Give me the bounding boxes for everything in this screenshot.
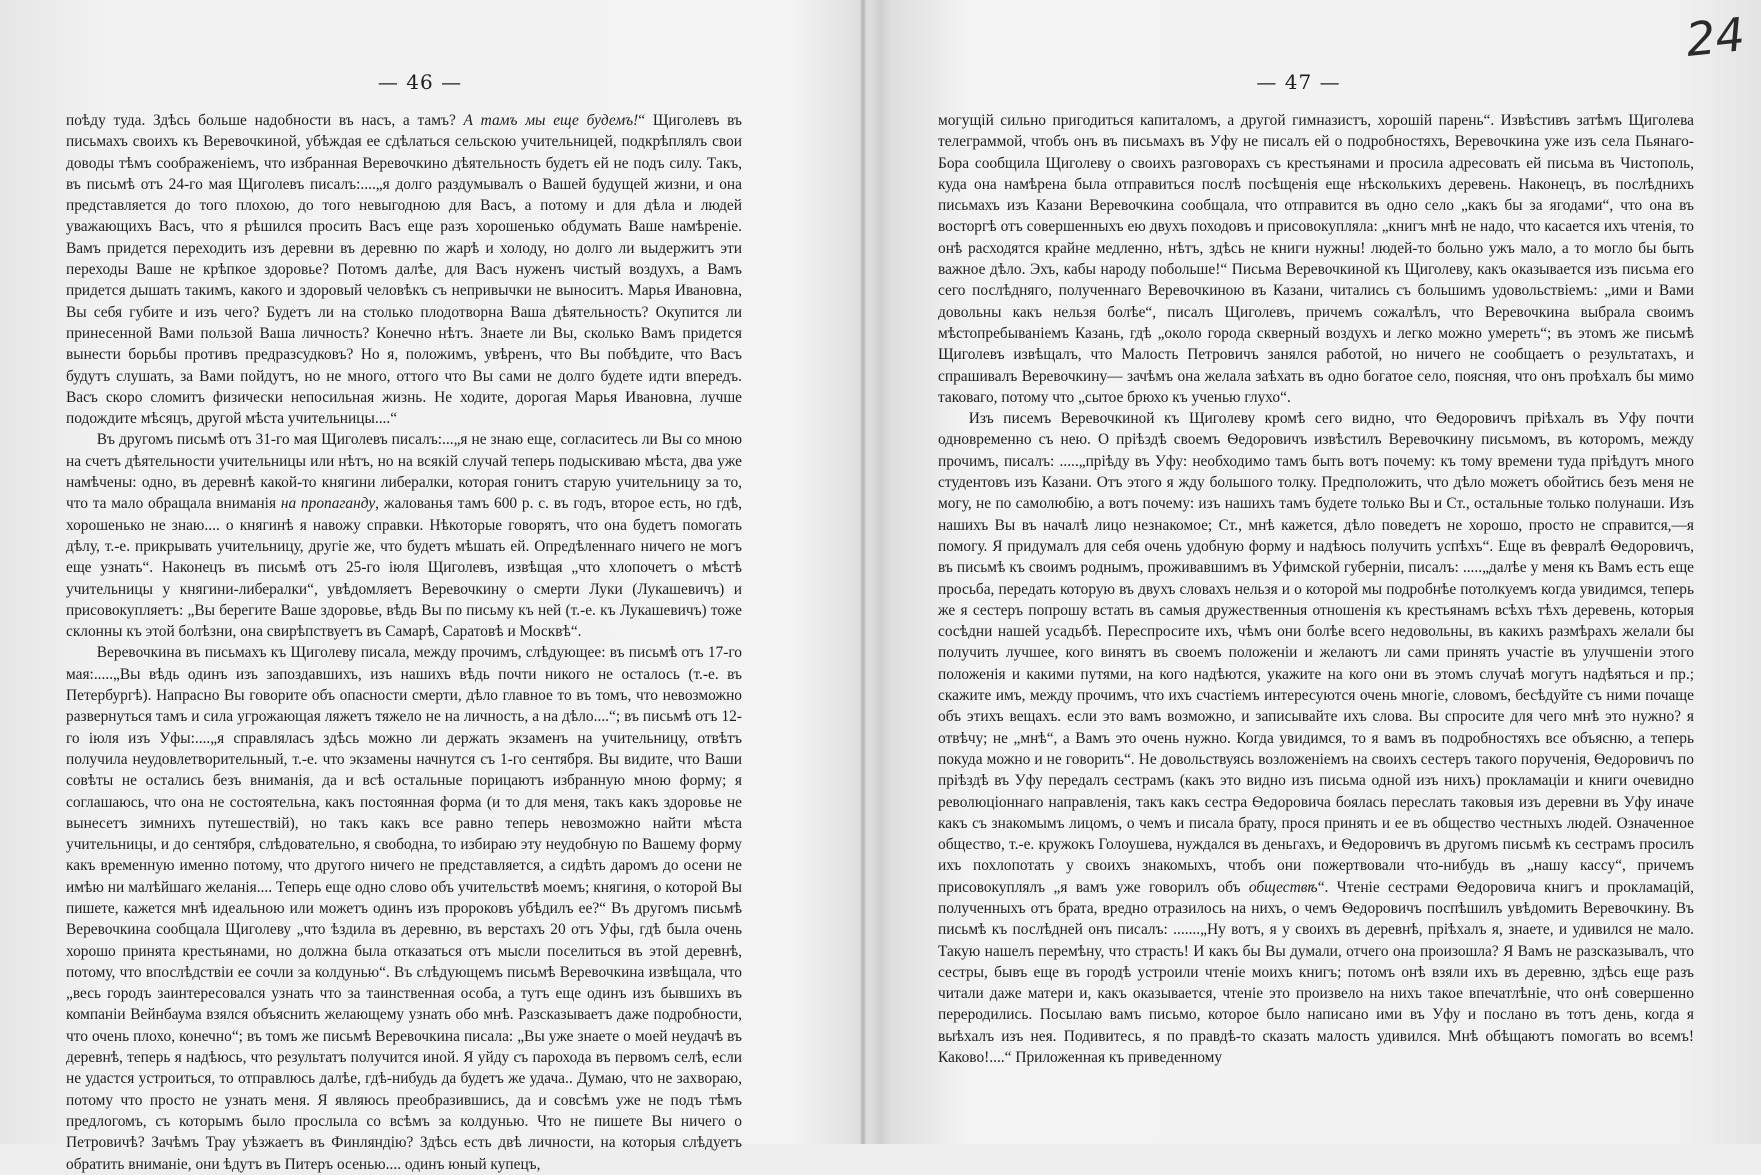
handwritten-archive-number: 24 [1683,7,1748,67]
italic-phrase: на пропаганду [280,495,376,513]
left-page-text [66,110,742,1175]
paragraph: Веревочкина въ письмахъ къ Щиголеву писала, между прочимъ, слѣдующее: въ письмѣ отъ 17-го мая:.....„Вы вѣдь одинъ изъ запоздавшихъ, изъ нашихъ вѣдь почти никого не осталось (т.-е. въ Петербургѣ). Напрасно Вы говорите объ опасности смерти, дѣло главное то въ томъ, что невозможно развернуться тамъ и сила угрожающая ляжетъ тяжело не на личность, а на дѣло....“; въ письмѣ отъ 12-го іюля изъ Уфы:....„я справляласъ здѣсь можно ли держать экзаменъ на учительницу, отвѣтъ получила неудовлетворительный, т.-е. что экзамены начнутся съ 1-го сентября. Вы видите, что Ваши совѣты не остались безъ вниманія, да и всѣ остальные порицаютъ избранную мною форму; я соглашаюсь, что она не состоятельна, какъ постоянная форма (и то для меня, такъ какъ здоровье не вынесетъ зимнихъ путешествій), но такъ какъ все равно теперь невозможно найти мѣста учительницы, и до сентября, слѣдовательно, я свободна, то избираю эту неудобную по Вашему форму какъ временную именно потому, что другого ничего не представляется, а сидѣть даромъ до осени не имѣю ни малѣйшаго желанія.... Теперь еще одно слово объ учительствѣ моемъ; княгиня, о которой Вы пишете, кажется мнѣ идеальною или можетъ одинъ изъ пророковъ убѣдилъ ее?“ Въ другомъ письмѣ Веревочкина сообщала Щиголеву „что ѣздила въ деревню, въ верстахъ 20 отъ Уфы, гдѣ была очень хорошо принята крестьянами, но должна была отказаться отъ мысли поселиться въ этой деревнѣ, потому, что впослѣдствіи ее сочли за колдунью“. Въ слѣдующемъ письмѣ Веревочкина извѣщала, что „весь городъ заинтересовался узнать что за таинственная особа, а тутъ еще одинъ изъ бывшихъ въ компаніи Вейнбаума взялся объяснить желающему узнать обо мнѣ. Разсказываетъ даже подробности, что очень плохо, конечно“; въ томъ же письмѣ Веревочкина писала: „Вы уже знаете о моей неудачѣ въ деревнѣ, теперь я надѣюсь, что результатъ получится иной. Я уйду съ парохода въ первомъ селѣ, если не удастся устроиться, то отправлюсь далѣе, гдѣ-нибудь да будетъ же удача.. Думаю, что не захвораю, потому что просто не узнать меня. Я являюсь преобразившись, да и совсѣмъ уже не подъ тѣмъ предлогомъ, съ которымъ было прослыла со всѣмъ за колдунью. Что не пишете Вы ничего о Петровичѣ? Зачѣмъ Трау уѣзжаетъ въ Финляндію? Здѣсь есть двѣ личности, на которыя слѣдуетъ обратить вниманіе, они ѣдутъ въ Питеръ осенью.... одинъ юный купецъ, [66,644,742,1173]
page-number: — 46 — [377,70,463,94]
page-number: — 47 — [1256,70,1341,94]
italic-phrase: А тамъ мы еще будемъ! [463,112,639,129]
right-page-text [938,110,1694,1068]
paragraph: поѣду туда. Здѣсь больше надобности въ насъ, а тамъ? А тамъ мы еще будемъ!“ Щиголевъ въ письмахъ своихъ къ Веревочкиной, убѣждая ее сдѣлаться сельскою учительницей, подкрѣплялъ свои доводы тѣмъ соображеніемъ, что избранная Веревочкино дѣятельность будетъ ей не подъ силу. Такъ, въ письмѣ отъ 24-го мая Щиголевъ писалъ:....„я долго раздумывалъ о Вашей будущей жизни, и она представляется до того плохою, до того невыгодною для Васъ, а потому и для дѣла и людей уважающихъ Васъ, что я рѣшился просить Васъ еще разъ хорошенько обдумать Ваше намѣреніе. Вамъ придется переходить изъ деревни въ деревню по жарѣ и холоду, но долго ли выдержитъ эти переходы Ваше не крѣпкое здоровье? Потомъ далѣе, для Васъ нуженъ чистый воздухъ, а Вамъ придется дышать такимъ, какого и здоровый человѣкъ съ непривычки не выноситъ. Марья Ивановна, Вы себя губите и изъ чего? Будетъ ли на столько плодотворна Ваша дѣятельность? Окупится ли принесенной Вами пользой Ваша личность? Конечно нѣтъ. Знаете ли Вы, сколько Вамъ придется вынести борьбы противъ предразсудковъ? Но я, положимъ, увѣренъ, что Вы побѣдите, что Васъ будутъ слушать, за Вами пойдутъ, но не много, оттого что Вы сами не долго будете идти впередъ. Васъ скоро сломитъ физически непосильная жизнь. Не ходите, дорогая Марья Ивановна, лучше подождите мѣсяцъ, другой мѣста учительницы....“ [66,112,742,428]
right-page [866,0,1761,1144]
paragraph: Изъ писемъ Веревочкиной къ Щиголеву кромѣ сего видно, что Ѳедоровичъ пріѣхалъ въ Уфу почти одновременно съ нею. О пріѣздѣ своемъ Ѳедоровичъ извѣстилъ Веревочкину письмомъ, въ которомъ, между прочимъ, писалъ: .....„пріѣду въ Уфу: необходимо тамъ быть вотъ почему: къ тому времени туда пріѣдутъ много студентовъ изъ Казани. Отъ этого я жду большого толку. Предположить, что дѣло можетъ обойтись безъ меня не могу, не по самолюбію, а вотъ почему: изъ нашихъ тамъ будете только Вы и Ст., остальные только полунаши. Изъ нашихъ Вы въ началѣ лицо незнакомое; Ст., мнѣ кажется, дѣло поведетъ не хорошо, просто не справится,—я помогу. Я придумалъ для себя очень удобную форму и надѣюсь получить успѣхъ“. Еще въ февралѣ Ѳедоровичъ, въ письмѣ къ своимъ роднымъ, проживавшимъ въ Уфимской губерніи, писалъ: .....„далѣе у меня къ Вамъ есть еще просьба, передать которую въ двухъ словахъ нельзя и о которой мы подробнѣе потолкуемъ когда увидимся, теперь же я сестеръ попрошу встать въ самыя дружественныя отношенія къ крестьянамъ всѣхъ тѣхъ деревень, которыя сосѣдни нашей усадьбѣ. Переспросите ихъ, чѣмъ они болѣе всего недовольны, въ какихъ размѣрахъ желали бы получить лучшее, кого винятъ въ своемъ положеніи и желаютъ ли сами принять участіе въ улучшеніи этого положенія и какими путями, на кого надѣются, укажите на кого они въ этомъ случаѣ могутъ надѣяться и пр.; скажите имъ, между прочимъ, что ихъ счастіемъ интересуются очень многіе, словомъ, бесѣдуйте съ ними почаще объ этихъ вещахъ. если это вамъ возможно, и записывайте ихъ слова. Вы спросите для чего мнѣ это нужно? я отвѣчу; не „мнѣ“, а Вамъ это очень нужно. Когда увидимся, то я вамъ въ подробностяхъ все объясню, а теперь покуда можно и не говорить“. Не довольствуясь возложеніемъ на своихъ сестеръ такого порученія, Ѳедоровичъ по пріѣздѣ въ Уфу передалъ сестрамъ (какъ это видно изъ письма одной изъ нихъ) прокламаціи и книги очевидно революціоннаго направленія, такъ какъ сестра Ѳедоровича боялась переслать таковыя изъ деревни въ Уфу иначе какъ съ знакомымъ лицомъ, о чемъ и писала брату, прося принять и ее въ общество честныхъ людей. Означенное общество, т.-е. кружокъ Голоушева, нуждался въ деньгахъ, и Ѳедоровичъ въ другомъ письмѣ къ сестрамъ просилъ ихъ похлопотать у своихъ знакомыхъ, чтобъ они пожертвовали что-нибудь въ „нашу кассу“, причемъ присовокуплялъ „я вамъ уже говорилъ объ обществѣ“. Чтеніе сестрами Ѳедоровича книгъ и прокламацій, полученныхъ отъ брата, вредно отразилось на нихъ, о чемъ Ѳедоровичъ поспѣшилъ увѣдомить Веревочкину. Въ письмѣ къ послѣдней онъ писалъ: .......„Ну вотъ, я у своихъ въ деревнѣ, пріѣхалъ я, знаете, и удивился не мало. Такую нашелъ перемѣну, что страсть! И какъ бы Вы думали, отчего она произошла? Я Вамъ не разсказывалъ, что сестры, бывъ еще въ городѣ устроили чтеніе моихъ книгъ; потомъ онѣ взяли ихъ въ деревню, здѣсь еще разъ читали даже матери и, какъ оказывается, чтеніе это произвело на нихъ такое впечатлѣніе, что онѣ совершенно переродились. Посылаю вамъ письмо, которое было написано ими въ Уфу и послано въ тотъ день, когда я выѣхалъ изъ нея. Подивитесь, я по правдѣ-то сказать малость удивился. Мнѣ обѣщаютъ помогать во всемъ! Каково!....“ Приложенная къ приведенному [938,410,1694,1067]
paragraph: могущій сильно пригодиться капиталомъ, а другой гимназистъ, хорошій парень“. Извѣстивъ затѣмъ Щиголева телеграммой, чтобъ онъ въ письмахъ въ Уфу не писалъ ей о подробностяхъ, Веревочкина уже изъ села Пьянаго-Бора сообщила Щиголеву о своихъ разговорахъ съ крестьянами и просила адресовать ей письма въ Чистополь, куда она намѣрена была отправиться послѣ посѣщенія еще нѣсколькихъ деревень. Наконецъ, въ послѣднихъ письмахъ изъ Казани Веревочкина сообщала, что отправится въ одно село „какъ бы за ягодами“, что она въ восторгѣ отъ совершенныхъ ею двухъ походовъ и присовокупляла: „книгъ мнѣ не надо, что касается ихъ чтенія, то онѣ расходятся крайне медленно, нѣтъ, здѣсь не книги нужны! людей-то больно ужъ мало, а то могло бы быть важное дѣло. Эхъ, кабы народу побольше!“ Письма Веревочкиной къ Щиголеву, какъ оказывается изъ письма его сего послѣдняго, полученнаго Веревочкиною въ Казани, читались съ большимъ удовольствіемъ: „ими и Вами довольны какъ нельзя болѣе“, писалъ Щиголевъ, причемъ сожалѣлъ, что Веревочкина выбрала своимъ мѣстопребываніемъ Казань, гдѣ „около города скверный воздухъ и легко можно умереть“; въ этомъ же письмѣ Щиголевъ извѣщалъ, что Малость Петровичъ занялся работой, но ничего не сообщаетъ о результатахъ, и спрашивалъ Веревочкину— зачѣмъ она желала заѣхать въ одно богатое село, поясняя, что онъ проѣхалъ бы мимо таковаго, потому что „сытое брюхо къ ученью глухо“. [938,112,1694,406]
paragraph: Въ другомъ письмѣ отъ 31-го мая Щиголевъ писалъ:...„я не знаю еще, согласитесь ли Вы со мною на счетъ дѣятельности учительницы или нѣтъ, но на всякій случай теперь подыскиваю мѣста, два уже намѣчены: одно, въ деревнѣ какой-то княгини либералки, которая гонитъ старую учительницу за то, что та мало обращала вниманія на пропаганду, жалованья тамъ 600 р. с. въ годъ, второе есть, но гдѣ, хорошенько не знаю.... о княгинѣ я навожу справки. Нѣкоторые говорятъ, что она будетъ помогать дѣлу, т.-е. прикрывать учительницу, другіе же, что будетъ мѣшать ей. Опредѣленнаго ничего не могъ еще узнать“. Наконецъ въ письмѣ отъ 25-го іюля Щиголевъ, извѣщая „что хлопочетъ о мѣстѣ учительницы у княгини-либералки“, увѣдомляетъ Веревочкину о смерти Луки (Лукашевичъ) и присовокупляетъ: „Вы берегите Ваше здоровье, вѣдь Вы по письму къ ней (т.-е. къ Лукашевичъ) тоже склонны къ этой болѣзни, она свирѣпствуетъ въ Самарѣ, Саратовѣ и Москвѣ“. [66,431,742,641]
italic-phrase: обществѣ [1248,878,1318,896]
left-page [0,0,860,1173]
